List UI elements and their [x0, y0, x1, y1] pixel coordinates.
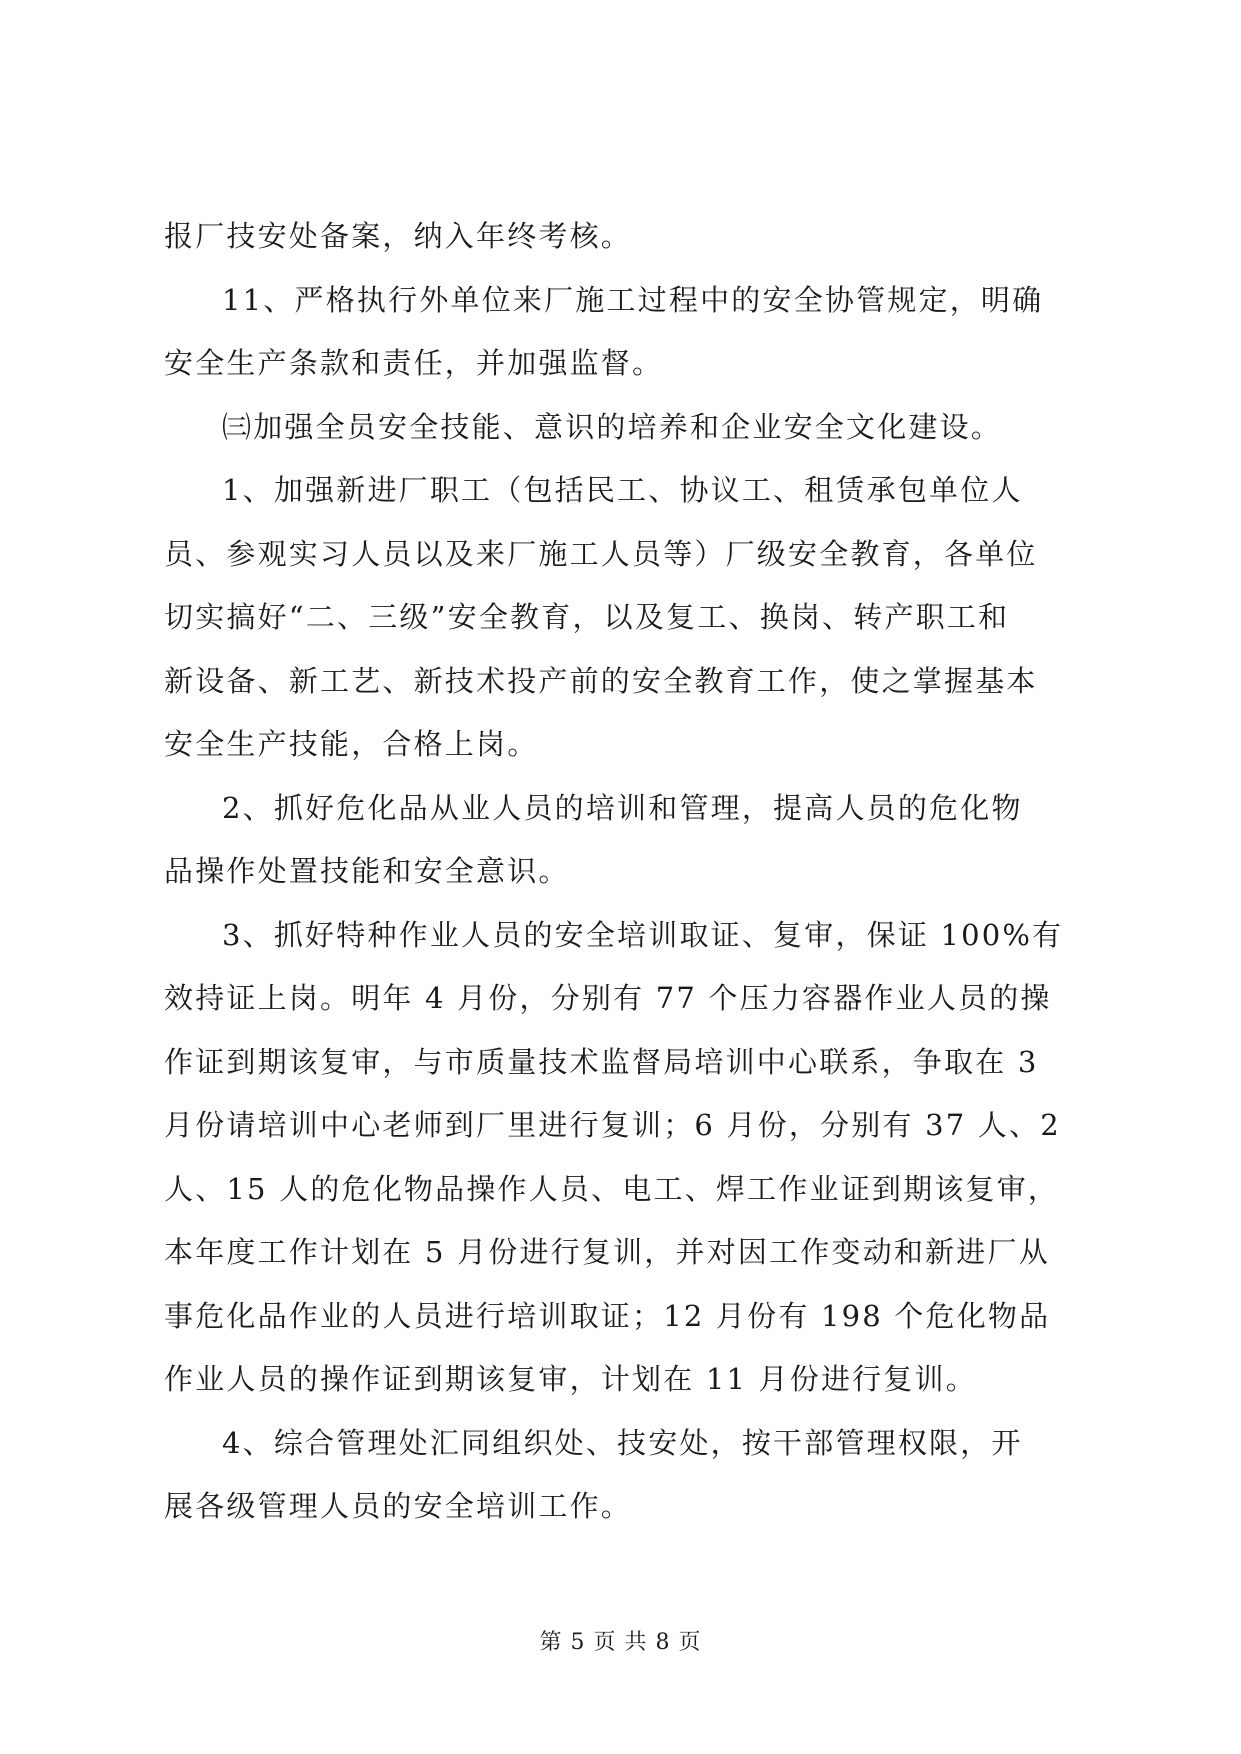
text-line: 报厂技安处备案，纳入年终考核。 [164, 219, 633, 253]
text-line: 月份请培训中心老师到厂里进行复训；6 月份，分别有 37 人、2 [164, 1108, 1061, 1142]
text-line: 事危化品作业的人员进行培训取证；12 月份有 198 个危化物品 [164, 1298, 1051, 1333]
text-line: 作证到期该复审，与市质量技术监督局培训中心联系，争取在 3 [164, 1044, 1039, 1079]
text-line: 本年度工作计划在 5 月份进行复训，并对因工作变动和新进厂从 [164, 1235, 1050, 1269]
text-line: 人、15 人的危化物品操作人员、电工、焊工作业证到期该复审， [164, 1171, 1060, 1206]
text-line: 新设备、新工艺、新技术投产前的安全教育工作，使之掌握基本 [164, 663, 1038, 698]
text-line: 3、抓好特种作业人员的安全培训取证、复审，保证 100%有 [222, 917, 1064, 952]
text-line: 安全生产条款和责任，并加强监督。 [164, 346, 664, 380]
text-line: 2、抓好危化品从业人员的培训和管理，提高人员的危化物 [222, 790, 1023, 825]
section-heading: ㈢加强全员安全技能、意识的培养和企业安全文化建设。 [222, 409, 1003, 444]
text-line: 员、参观实习人员以及来厂施工人员等）厂级安全教育，各单位 [164, 536, 1038, 571]
text-line: 1、加强新进厂职工（包括民工、协议工、租赁承包单位人 [222, 473, 1023, 507]
body-text [164, 205, 1084, 1539]
text-line: 切实搞好“二、三级”安全教育，以及复工、换岗、转产职工和 [164, 600, 1010, 634]
text-line: 安全生产技能，合格上岗。 [164, 727, 539, 761]
text-line: 作业人员的操作证到期该复审，计划在 11 月份进行复训。 [164, 1362, 977, 1396]
text-line: 展各级管理人员的安全培训工作。 [164, 1489, 633, 1523]
text-line: 效持证上岗。明年 4 月份，分别有 77 个压力容器作业人员的操 [164, 981, 1052, 1015]
text-line: 4、综合管理处汇同组织处、技安处，按干部管理权限，开 [222, 1425, 1023, 1460]
text-line: 11、严格执行外单位来厂施工过程中的安全协管规定，明确 [222, 282, 1044, 317]
page-footer: 第 5 页 共 8 页 [539, 1630, 702, 1655]
text-line: 品操作处置技能和安全意识。 [164, 854, 570, 888]
